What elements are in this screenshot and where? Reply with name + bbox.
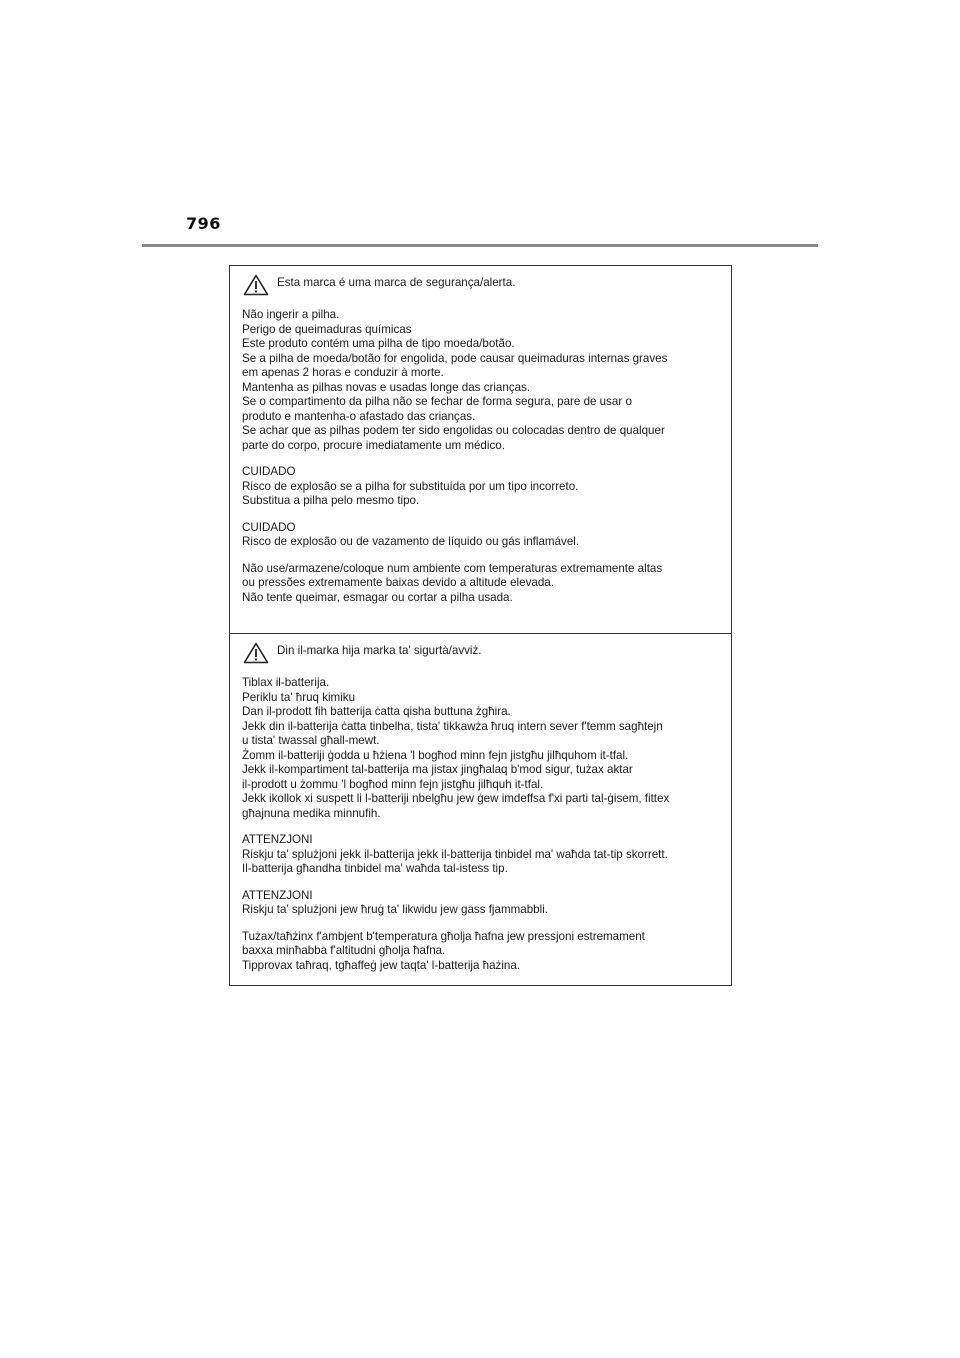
portuguese-section bbox=[230, 266, 731, 634]
paragraphs bbox=[242, 676, 719, 973]
text-line: Riskju ta' splużjoni jew ħruġ ta' likwidu jew gass fjammabbli. bbox=[242, 903, 548, 916]
alert-row bbox=[242, 274, 719, 296]
text-line: il-prodott u żommu 'l bogħod minn fejn jistgħu jilħquh it-tfal. bbox=[242, 777, 544, 791]
text-line: ATTENZJONI bbox=[242, 888, 313, 902]
text-line: Żomm il-batteriji ġodda u ħżiena 'l bogħod minn fejn jistgħu jilħquhom it-tfal. bbox=[242, 748, 629, 762]
text-line: Riskju ta' splużjoni jekk il-batterija jekk il-batterija tinbidel ma' waħda tat-tip skorrett. bbox=[242, 847, 668, 861]
text-line: Jekk ikollok xi suspett li l-batteriji nbelgħu jew ġew imdeffsa f'xi parti tal-ġisem, fittex bbox=[242, 792, 670, 805]
maltese-section bbox=[230, 634, 731, 986]
text-line: Jekk din il-batterija ċatta tinbelha, tista' tikkawża ħruq intern sever f'temm sagħtejn bbox=[242, 719, 663, 733]
text-line: Não tente queimar, esmagar ou cortar a pilha usada. bbox=[242, 590, 513, 604]
text-line: Tipprovax taħraq, tgħaffeġ jew taqta' l-batterija ħażina. bbox=[242, 958, 521, 972]
paragraph bbox=[242, 465, 719, 509]
header-rule bbox=[142, 244, 818, 247]
text-line: Risco de explosão ou de vazamento de líquido ou gás inflamável. bbox=[242, 535, 580, 548]
text-line: CUIDADO bbox=[242, 520, 296, 534]
text-line: CUIDADO bbox=[242, 465, 296, 478]
text-line: Perigo de queimaduras químicas bbox=[242, 322, 412, 336]
paragraphs bbox=[242, 308, 719, 605]
text-line: Tużax/taħżinx f'ambjent b'temperatura għolja ħafna jew pressjoni estremament bbox=[242, 929, 645, 943]
warning-triangle-icon bbox=[243, 642, 269, 664]
text-line: Se achar que as pilhas podem ter sido engolidas ou colocadas dentro de qualquer bbox=[242, 424, 665, 437]
text-line: Mantenha as pilhas novas e usadas longe das crianças. bbox=[242, 380, 531, 394]
alert-row bbox=[242, 642, 719, 664]
text-line: produto e mantenha-o afastado das crianças. bbox=[242, 409, 476, 423]
text-line: Tiblax il-batterija. bbox=[242, 676, 330, 689]
text-line: ou pressões extremamente baixas devido a altitude elevada. bbox=[242, 576, 554, 589]
text-line: għajnuna medika minnufih. bbox=[242, 806, 381, 820]
text-line: Se o compartimento da pilha não se fechar de forma segura, pare de usar o bbox=[242, 395, 632, 408]
text-line: Jekk il-kompartiment tal-batterija ma jistax jingħalaq b'mod sigur, tużax aktar bbox=[242, 763, 633, 776]
paragraph bbox=[242, 676, 719, 821]
warning-triangle-icon bbox=[243, 274, 269, 296]
text-line: Não use/armazene/coloque num ambiente com temperaturas extremamente altas bbox=[242, 561, 663, 575]
text-line: Se a pilha de moeda/botão for engolida, pode causar queimaduras internas graves bbox=[242, 351, 668, 365]
text-line: Risco de explosão se a pilha for substituída por um tipo incorreto. bbox=[242, 479, 579, 493]
text-line: Periklu ta' ħruq kimiku bbox=[242, 690, 356, 704]
text-line: Este produto contém uma pilha de tipo moeda/botão. bbox=[242, 337, 515, 350]
paragraph bbox=[242, 562, 719, 606]
paragraph bbox=[242, 308, 719, 453]
text-line: em apenas 2 horas e conduzir à morte. bbox=[242, 366, 444, 379]
paragraph bbox=[242, 521, 719, 550]
paragraph bbox=[242, 889, 719, 918]
paragraph bbox=[242, 833, 719, 877]
paragraph bbox=[242, 930, 719, 974]
text-line: Dan il-prodott fih batterija ċatta qisha buttuna żgħira. bbox=[242, 705, 511, 718]
text-line: Substitua a pilha pelo mesmo tipo. bbox=[242, 494, 420, 507]
text-line: Il-batterija għandha tinbidel ma' waħda tal-istess tip. bbox=[242, 862, 508, 875]
battery-warning-box bbox=[229, 265, 732, 986]
text-line: u tista' twassal għall-mewt. bbox=[242, 734, 380, 747]
alert-text: Din il-marka hija marka ta' sigurtà/avviż. bbox=[277, 644, 482, 657]
text-line: parte do corpo, procure imediatamente um médico. bbox=[242, 438, 505, 452]
text-line: ATTENZJONI bbox=[242, 833, 313, 846]
page-number: 796 bbox=[186, 214, 221, 233]
text-line: Não ingerir a pilha. bbox=[242, 308, 340, 321]
text-line: baxxa minħabba f'altitudni għolja ħafna. bbox=[242, 944, 446, 957]
alert-text: Esta marca é uma marca de segurança/alerta. bbox=[277, 276, 516, 289]
